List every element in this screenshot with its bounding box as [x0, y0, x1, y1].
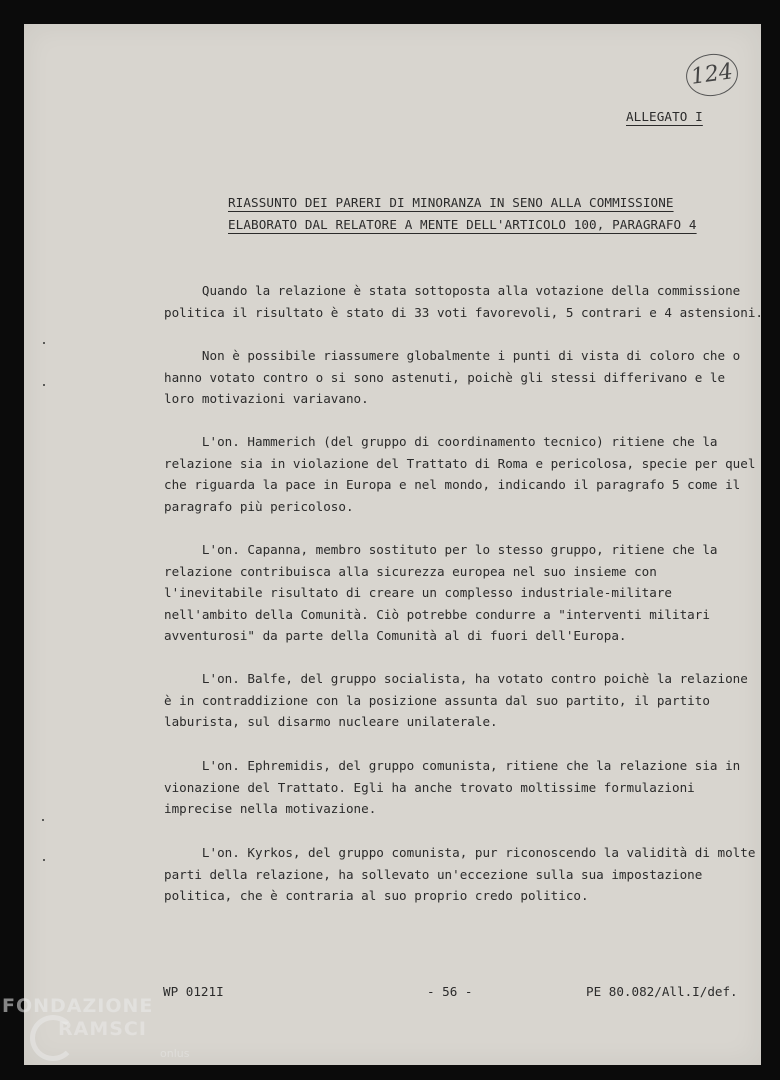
watermark-text: FONDAZIONE	[2, 995, 154, 1017]
paragraph-3	[164, 431, 754, 517]
paragraph-1	[164, 280, 763, 323]
text-line: laburista, sul disarmo nucleare unilaterale.	[164, 714, 498, 729]
footer-reference: PE 80.082/All.I/def.	[586, 984, 738, 999]
document-page	[24, 24, 761, 1065]
title-line-1: RIASSUNTO DEI PARERI DI MINORANZA IN SENO ALLA COMMISSIONE	[228, 195, 674, 210]
watermark-text: onlus	[160, 1047, 190, 1060]
text-line: nell'ambito della Comunità. Ciò potrebbe condurre a "interventi militari	[164, 606, 710, 622]
text-line: Quando la relazione è stata sottoposta alla votazione della commissione	[164, 283, 741, 298]
punch-mark	[43, 859, 45, 861]
punch-mark	[42, 819, 44, 821]
text-line: L'on. Capanna, membro sostituto per lo stesso gruppo, ritiene che la	[164, 542, 718, 557]
paragraph-6	[164, 755, 754, 820]
handwritten-page-number: 124	[683, 51, 740, 100]
text-line: è in contraddizione con la posizione assunta dal suo partito, il partito	[164, 692, 710, 708]
text-line: Non è possibile riassumere globalmente i punti di vista di coloro che o	[164, 348, 741, 363]
text-line: L'on. Ephremidis, del gruppo comunista, ritiene che la relazione sia in	[164, 758, 741, 773]
text-line: politica, che è contraria al suo proprio credo politico.	[164, 888, 589, 903]
text-line: politica il risultato è stato di 33 voti favorevoli, 5 contrari e 4 astensioni.	[164, 304, 763, 320]
footer-page-number: - 56 -	[427, 984, 473, 999]
text-line: L'on. Balfe, del gruppo socialista, ha votato contro poichè la relazione	[164, 671, 748, 686]
punch-mark	[43, 342, 45, 344]
text-line: imprecise nella motivazione.	[164, 801, 377, 816]
text-line: relazione contribuisca alla sicurezza europea nel suo insieme con	[164, 563, 657, 579]
text-line: paragrafo più pericoloso.	[164, 498, 354, 514]
text-line: hanno votato contro o si sono astenuti, poichè gli stessi differivano e le	[164, 369, 726, 385]
text-line: L'on. Kyrkos, del gruppo comunista, pur riconoscendo la validità di molte	[164, 845, 756, 860]
text-line: loro motivazioni variavano.	[164, 391, 369, 406]
allegato-label: ALLEGATO I	[626, 109, 703, 124]
text-line: parti della relazione, ha sollevato un'eccezione sulla sua impostazione	[164, 866, 703, 882]
text-line: che riguarda la pace in Europa e nel mondo, indicando il paragrafo 5 come il	[164, 477, 741, 492]
text-line: avventurosi" da parte della Comunità al di fuori dell'Europa.	[164, 628, 627, 643]
title-line-2: ELABORATO DAL RELATORE A MENTE DELL'ARTICOLO 100, PARAGRAFO 4	[228, 217, 697, 232]
text-line: L'on. Hammerich (del gruppo di coordinamento tecnico) ritiene che la	[164, 434, 718, 449]
paragraph-7	[164, 842, 754, 907]
punch-mark	[43, 384, 45, 386]
watermark-text: RAMSCI	[58, 1018, 147, 1040]
paragraph-2	[164, 345, 754, 410]
paragraph-4	[164, 539, 754, 647]
paragraph-5	[164, 668, 754, 733]
text-line: l'inevitabile risultato di creare un complesso industriale-militare	[164, 585, 672, 600]
text-line: relazione sia in violazione del Trattato di Roma e pericolosa, specie per quel	[164, 455, 756, 471]
text-line: vionazione del Trattato. Egli ha anche trovato moltissime formulazioni	[164, 779, 695, 795]
footer-doc-code: WP 0121I	[163, 984, 224, 999]
